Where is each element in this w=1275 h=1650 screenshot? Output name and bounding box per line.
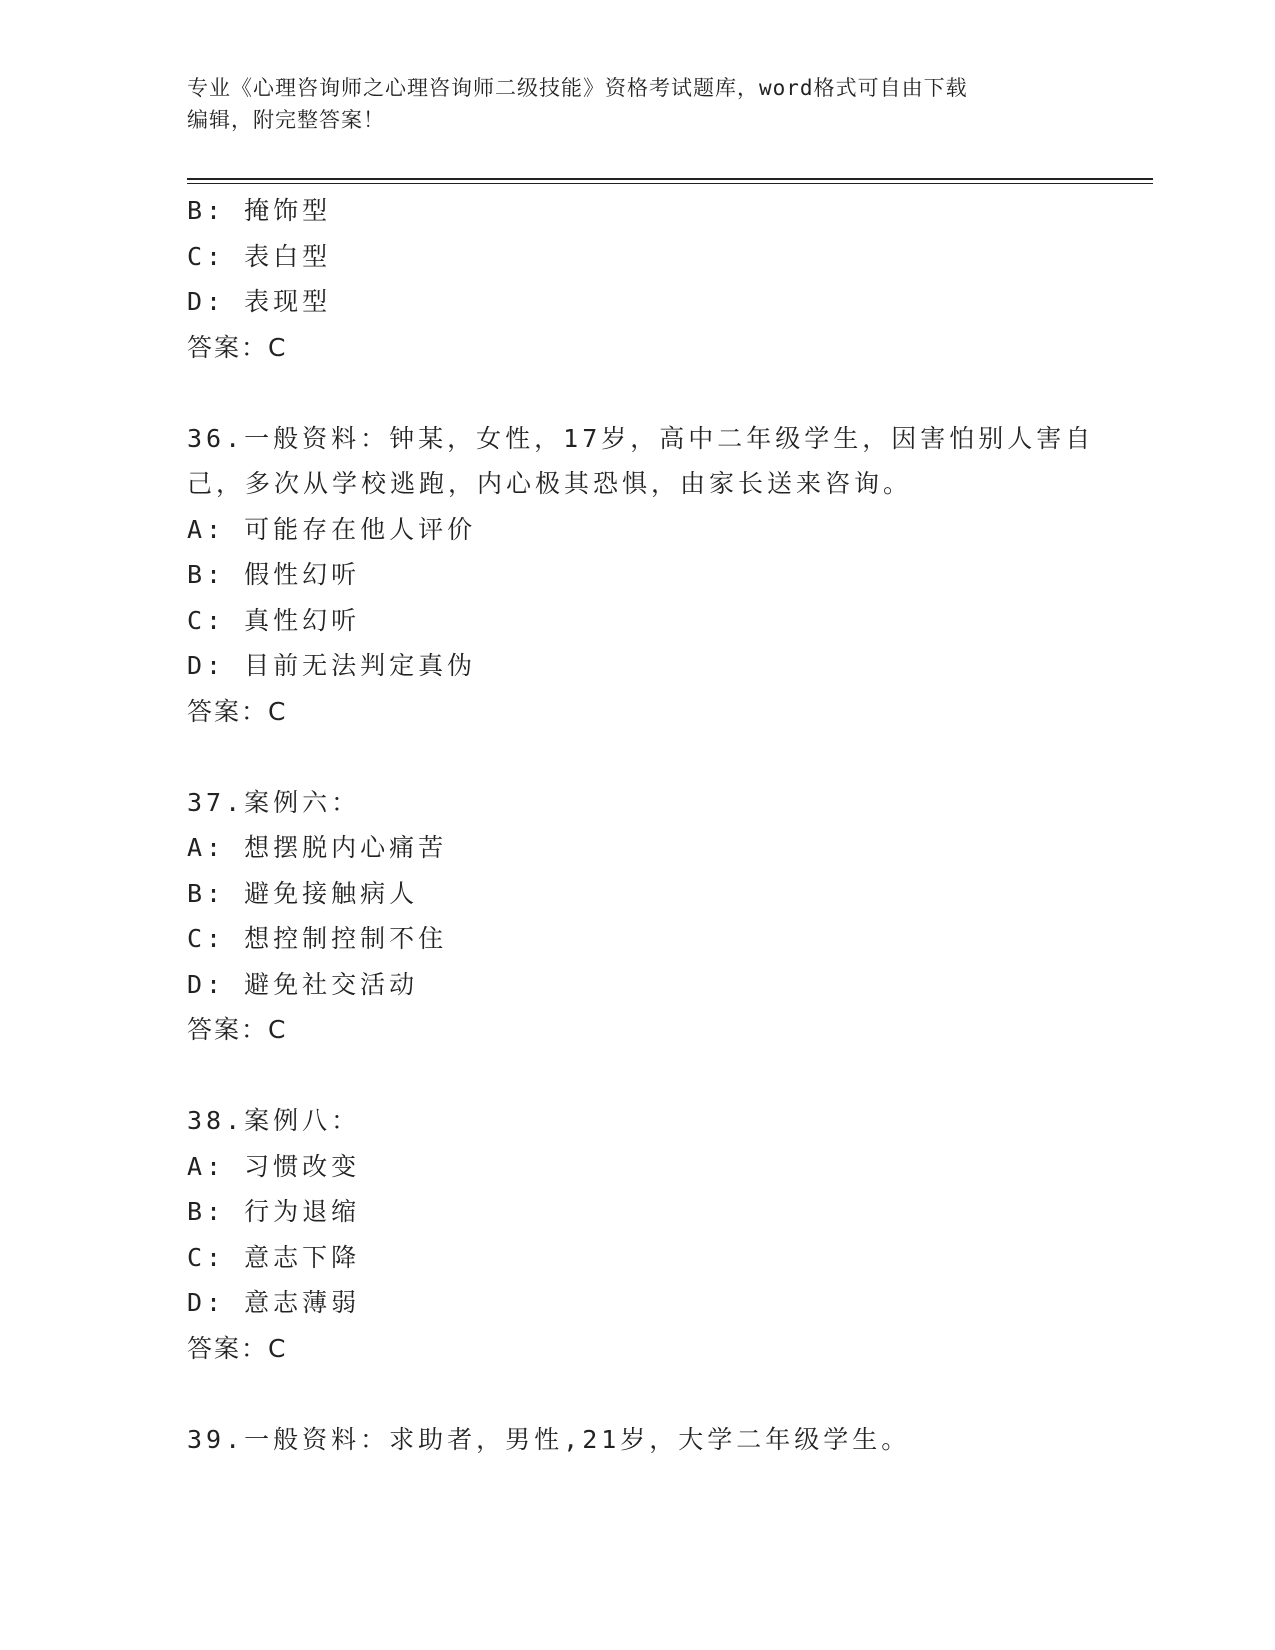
option-c: C: 意志下降 bbox=[187, 1242, 361, 1272]
question-36 bbox=[187, 416, 1095, 735]
question-stem: 39.一般资料：求助者，男性,21岁，大学二年级学生。 bbox=[187, 1424, 911, 1454]
option-c: C: 想控制控制不住 bbox=[187, 924, 448, 953]
answer-line: 答案：C bbox=[187, 696, 288, 726]
question-39 bbox=[187, 1417, 1087, 1463]
question-stem: 36.一般资料：钟某，女性，17岁，高中二年级学生，因害怕别人害自 bbox=[187, 423, 1095, 453]
option-a: A: 想摆脱内心痛苦 bbox=[187, 833, 448, 862]
question-37 bbox=[187, 780, 1087, 1053]
spacer bbox=[187, 1371, 1087, 1417]
option-d: D: 目前无法判定真伪 bbox=[187, 651, 477, 680]
header-line-1: 专业《心理咨询师之心理咨询师二级技能》资格考试题库，word格式可自由下载 bbox=[187, 76, 968, 100]
question-stem: 38.案例八： bbox=[187, 1106, 361, 1135]
answer-line: 答案：C bbox=[187, 332, 288, 362]
answer-line: 答案：C bbox=[187, 1015, 288, 1044]
header-divider-thick bbox=[187, 178, 1153, 180]
option-d: D: 意志薄弱 bbox=[187, 1288, 361, 1317]
option-d: D: 表现型 bbox=[187, 287, 332, 316]
header-line-2: 编辑，附完整答案！ bbox=[187, 108, 385, 132]
question-38 bbox=[187, 1098, 1087, 1371]
continued-question bbox=[187, 188, 1087, 370]
question-stem-continued: 己，多次从学校逃跑，内心极其恐惧，由家长送来咨询。 bbox=[187, 469, 913, 498]
spacer bbox=[187, 734, 1087, 780]
document-header bbox=[187, 72, 1087, 136]
option-c: C: 真性幻听 bbox=[187, 605, 361, 635]
option-b: B: 行为退缩 bbox=[187, 1197, 361, 1226]
option-b: B: 避免接触病人 bbox=[187, 878, 419, 908]
document-body bbox=[187, 188, 1095, 1462]
option-b: B: 掩饰型 bbox=[187, 196, 332, 225]
header-divider-thin bbox=[187, 183, 1153, 184]
spacer bbox=[187, 370, 1087, 416]
spacer bbox=[187, 1053, 1087, 1099]
option-a: A: 可能存在他人评价 bbox=[187, 514, 477, 544]
question-stem: 37.案例六： bbox=[187, 787, 361, 817]
option-c: C: 表白型 bbox=[187, 241, 332, 271]
option-b: B: 假性幻听 bbox=[187, 560, 361, 589]
option-a: A: 习惯改变 bbox=[187, 1151, 361, 1181]
option-d: D: 避免社交活动 bbox=[187, 969, 419, 999]
answer-line: 答案：C bbox=[187, 1333, 288, 1363]
